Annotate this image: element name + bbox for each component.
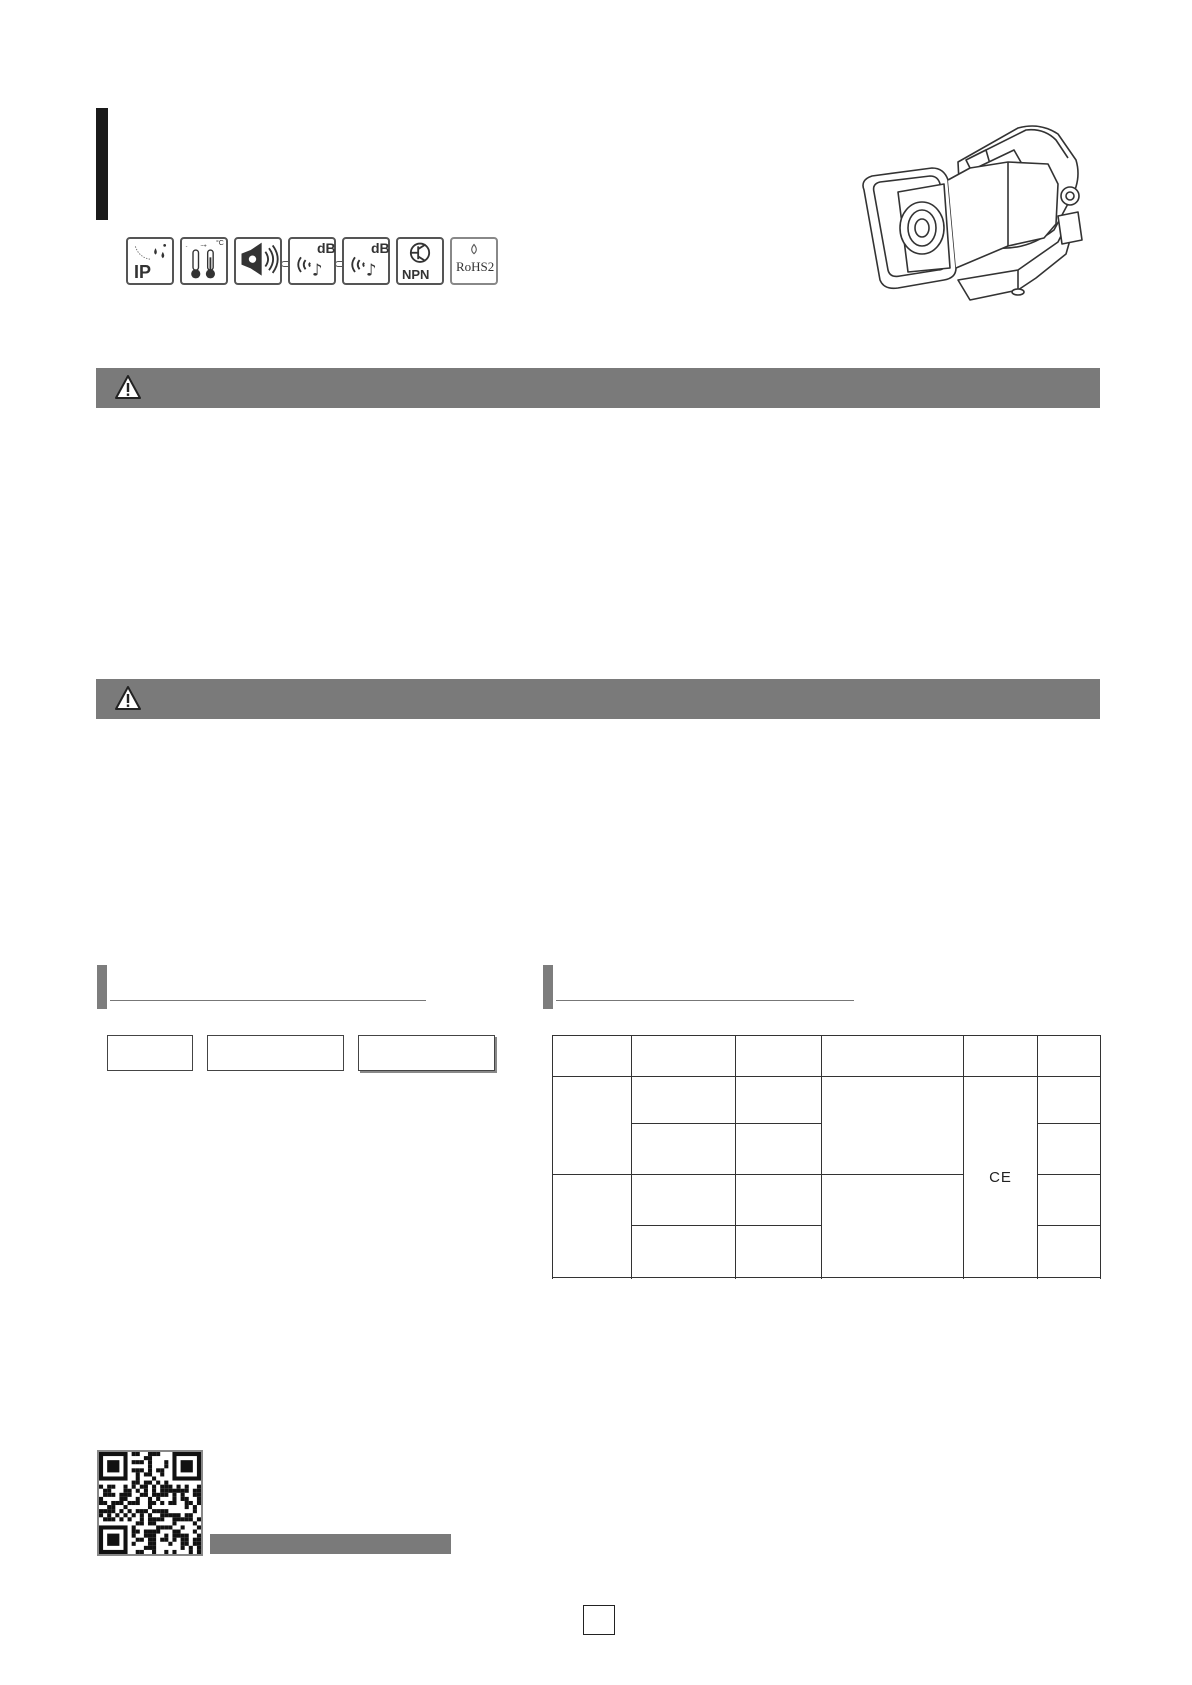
table-cell bbox=[632, 1175, 736, 1226]
table-cell bbox=[822, 1077, 964, 1175]
table-cell bbox=[632, 1077, 736, 1124]
ce-mark: CE bbox=[964, 1077, 1038, 1278]
page-number-box bbox=[583, 1605, 615, 1635]
table-cell bbox=[736, 1077, 822, 1124]
table-cell bbox=[736, 1175, 822, 1226]
order-code-box-2 bbox=[207, 1035, 344, 1071]
table-cell bbox=[1038, 1077, 1101, 1124]
table-cell bbox=[1038, 1124, 1101, 1175]
speaker-sound-icon bbox=[234, 237, 282, 285]
section-accent-left bbox=[97, 965, 107, 1009]
table-header-cell bbox=[822, 1036, 964, 1077]
qr-code[interactable] bbox=[97, 1450, 203, 1556]
table-header-cell bbox=[1038, 1036, 1101, 1077]
warning-triangle-icon bbox=[114, 685, 142, 711]
svg-text:~+: ~+ bbox=[200, 243, 207, 250]
spec-table bbox=[552, 1035, 1101, 1278]
warning-triangle-icon bbox=[114, 374, 142, 400]
order-code-box-3 bbox=[358, 1035, 495, 1071]
svg-text:♪: ♪ bbox=[366, 260, 377, 280]
qr-caption-bar bbox=[210, 1534, 451, 1554]
table-header-cell bbox=[553, 1036, 632, 1077]
svg-text:-: - bbox=[185, 243, 188, 250]
table-cell bbox=[553, 1077, 632, 1175]
npn-output-icon: NPN bbox=[396, 237, 444, 285]
svg-text:♪: ♪ bbox=[312, 260, 323, 280]
title-accent-bar bbox=[96, 108, 108, 220]
table-header-cell bbox=[736, 1036, 822, 1077]
warning-bar-2 bbox=[96, 679, 1100, 719]
qr-code-pattern bbox=[99, 1452, 201, 1554]
table-cell bbox=[632, 1124, 736, 1175]
horn-siren-illustration bbox=[858, 120, 1108, 310]
section-rule-right bbox=[556, 1000, 854, 1001]
table-cell bbox=[632, 1226, 736, 1278]
table-header-cell bbox=[632, 1036, 736, 1077]
rohs2-icon: RoHS2 bbox=[450, 237, 498, 285]
sound-level-icon-1: ♪ dB bbox=[288, 237, 336, 285]
table-cell bbox=[736, 1226, 822, 1278]
table-cell bbox=[822, 1175, 964, 1278]
table-header-cell bbox=[964, 1036, 1038, 1077]
table-cell bbox=[1038, 1175, 1101, 1226]
sound-level-icon-2: ♪ dB bbox=[342, 237, 390, 285]
order-code-box-1 bbox=[107, 1035, 193, 1071]
table-cell bbox=[736, 1124, 822, 1175]
table-cell bbox=[553, 1175, 632, 1278]
warning-bar-1 bbox=[96, 368, 1100, 408]
ip-rating-icon: IP bbox=[126, 237, 174, 285]
table-cell bbox=[1038, 1226, 1101, 1278]
section-rule-left bbox=[110, 1000, 426, 1001]
section-accent-right bbox=[543, 965, 553, 1009]
temperature-range-icon: - ~+ °C bbox=[180, 237, 228, 285]
